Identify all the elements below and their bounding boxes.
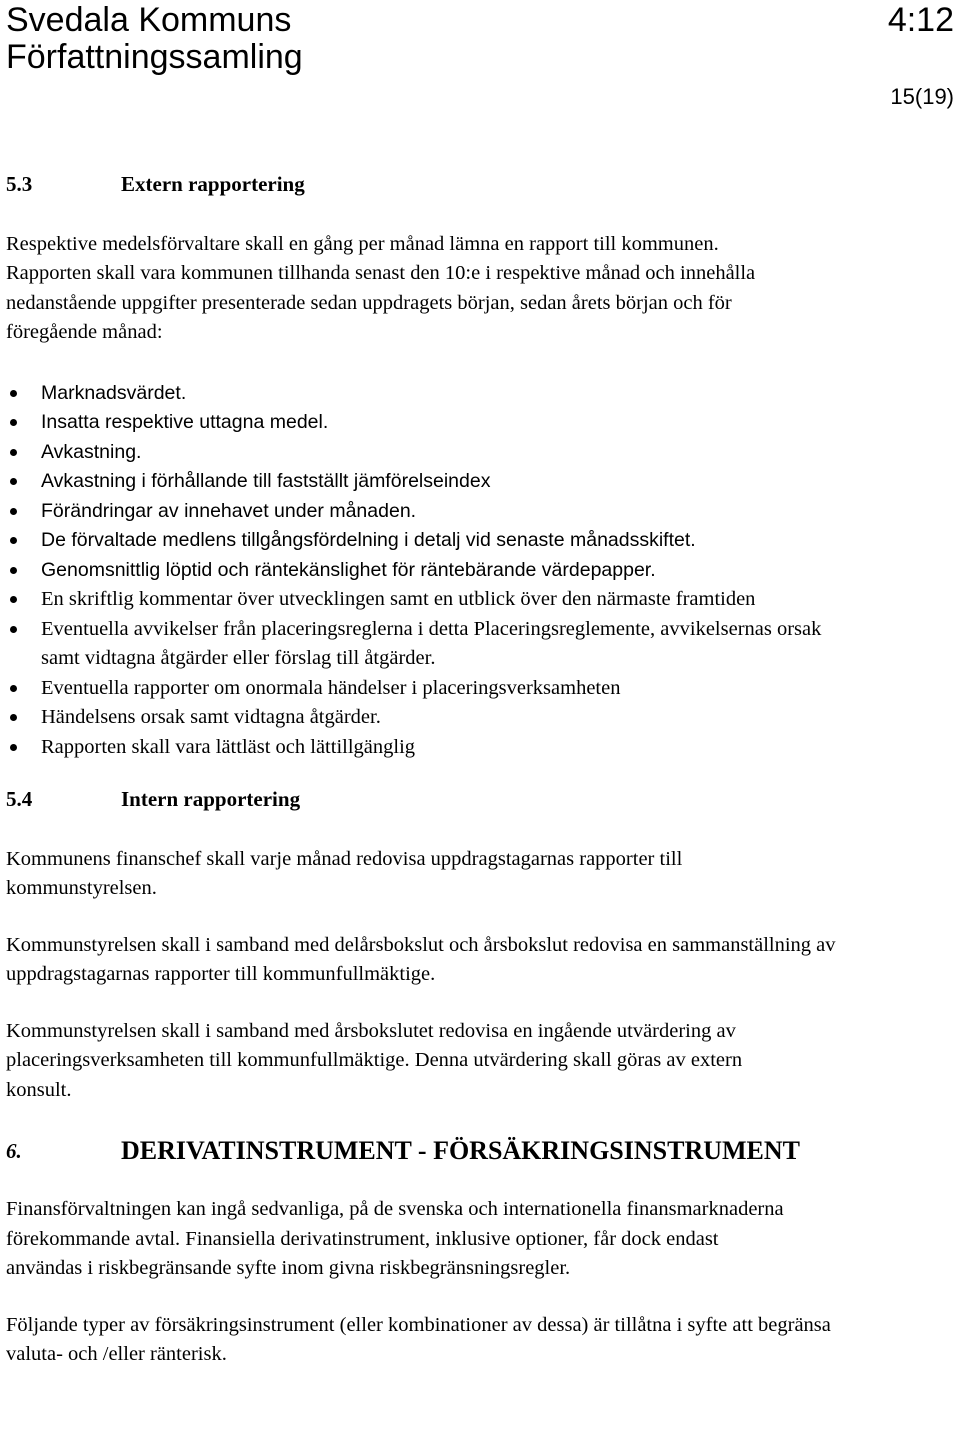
list-item: Genomsnittlig löptid och räntekänslighet för räntebärande värdepapper. bbox=[6, 556, 836, 586]
section-title: Extern rapportering bbox=[121, 172, 305, 196]
list-item: Avkastning. bbox=[6, 438, 836, 468]
list-item: Eventuella rapporter om onormala händelser i placeringsverksamheten bbox=[6, 674, 836, 704]
bullet-icon bbox=[10, 419, 17, 426]
section-number: 5.4 bbox=[6, 787, 33, 811]
list-item: Avkastning i förhållande till fastställt jämförelseindex bbox=[6, 467, 836, 497]
document-body bbox=[6, 170, 836, 1370]
section-number: 6. bbox=[6, 1139, 22, 1163]
list-item: Rapporten skall vara lättläst och lättillgänglig bbox=[6, 733, 836, 763]
page-number: 15(19) bbox=[890, 84, 954, 109]
list-item: Händelsens orsak samt vidtagna åtgärder. bbox=[6, 703, 836, 733]
section-heading-5-3 bbox=[6, 170, 836, 200]
bullet-icon bbox=[10, 537, 17, 544]
paragraph: Kommunstyrelsen skall i samband med årsbokslutet redovisa en ingående utvärdering av placeringsverksamheten till kommunfullmäktige. Denna utvärdering skall göras av extern konsult. bbox=[6, 1019, 743, 1101]
collection-name: Författningssamling bbox=[6, 38, 303, 76]
list-item: De förvaltade medlens tillgångsfördelning i detalj vid senaste månadsskiftet. bbox=[6, 526, 836, 556]
list-item: Eventuella avvikelser från placeringsreglerna i detta Placeringsreglemente, avvikelsernas orsak samt vidtagna åtgärder eller förslag till åtgärder. bbox=[6, 615, 836, 674]
paragraph: Kommunens finanschef skall varje månad redovisa uppdragstagarnas rapporter till kommunstyrelsen. bbox=[6, 847, 683, 899]
bullet-icon bbox=[10, 508, 17, 515]
bullet-icon bbox=[10, 714, 17, 721]
list-item: Förändringar av innehavet under månaden. bbox=[6, 497, 836, 527]
municipality-name: Svedala Kommuns bbox=[6, 1, 292, 39]
report-requirements-list bbox=[6, 379, 836, 763]
section-intro: Respektive medelsförvaltare skall en gång per månad lämna en rapport till kommunen. Rapporten skall vara kommunen tillhanda senast den 10:e i respektive månad och innehålla nedanstående uppgifter presenterade sedan uppdragets början, sedan årets början och för föregående månad: bbox=[6, 232, 756, 343]
section-heading-5-4 bbox=[6, 785, 836, 815]
bullet-icon bbox=[10, 449, 17, 456]
bullet-icon bbox=[10, 685, 17, 692]
section-heading-6 bbox=[6, 1135, 836, 1167]
regulation-code: 4:12 bbox=[887, 1, 954, 39]
list-item: Insatta respektive uttagna medel. bbox=[6, 408, 836, 438]
paragraph: Följande typer av försäkringsinstrument (eller kombinationer av dessa) är tillåtna i syfte att begränsa valuta- och /eller ränterisk. bbox=[6, 1313, 831, 1365]
bullet-icon bbox=[10, 478, 17, 485]
bullet-icon bbox=[10, 626, 17, 633]
bullet-icon bbox=[10, 744, 17, 751]
paragraph: Kommunstyrelsen skall i samband med delårsbokslut och årsbokslut redovisa en sammanställning av uppdragstagarnas rapporter till kommunfullmäktige. bbox=[6, 933, 836, 985]
section-number: 5.3 bbox=[6, 172, 33, 196]
paragraph: Finansförvaltningen kan ingå sedvanliga, på de svenska och internationella finansmarknaderna förekommande avtal. Finansiella derivatinstrument, inklusive optioner, får dock endast användas i riskbegränsande syfte inom givna riskbegränsningsregler. bbox=[6, 1198, 784, 1279]
bullet-icon bbox=[10, 390, 17, 397]
document-header-title bbox=[6, 2, 303, 76]
list-item: Marknadsvärdet. bbox=[6, 379, 836, 409]
list-item: En skriftlig kommentar över utvecklingen samt en utblick över den närmaste framtiden bbox=[6, 585, 836, 615]
section-title: Intern rapportering bbox=[121, 787, 301, 811]
bullet-icon bbox=[10, 567, 17, 574]
bullet-icon bbox=[10, 596, 17, 603]
section-title: DERIVATINSTRUMENT - FÖRSÄKRINGSINSTRUMENT bbox=[121, 1136, 801, 1165]
